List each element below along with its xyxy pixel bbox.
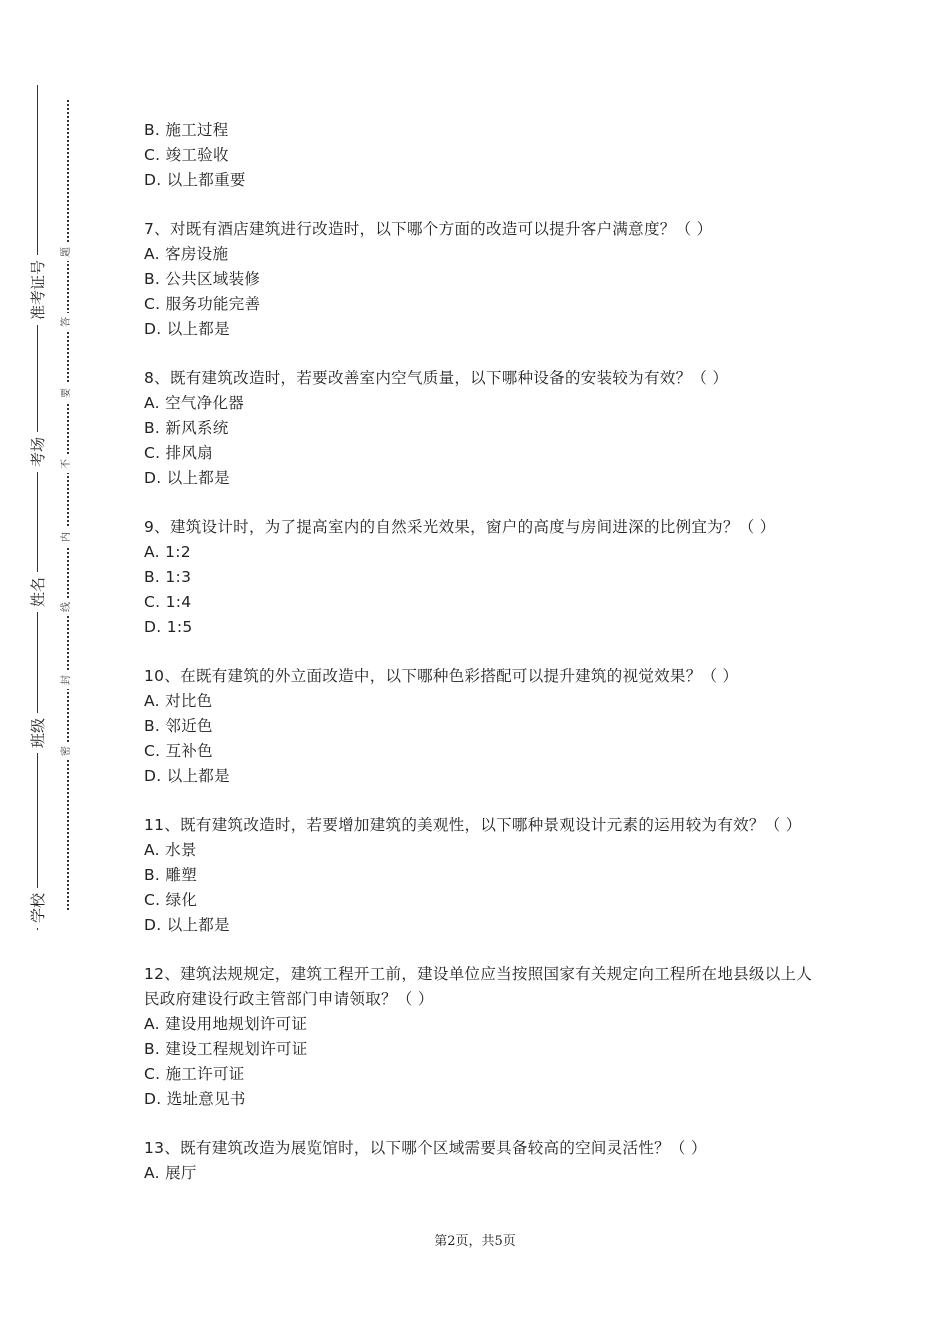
- binding-solid-line: [37, 85, 38, 930]
- option-b: B. 雕塑: [144, 866, 197, 884]
- seal-dotted-line: [67, 100, 69, 910]
- seal-warning-char: 线: [58, 598, 76, 616]
- option-c: C. 排风扇: [144, 444, 213, 462]
- option-a: A. 展厅: [144, 1164, 197, 1182]
- option-a: A. 水景: [144, 841, 197, 859]
- option-c: C. 竣工验收: [144, 146, 229, 164]
- question-text: 8、既有建筑改造时，若要改善室内空气质量，以下哪种设备的安装较为有效？（ ）: [144, 369, 729, 387]
- option-a: A. 1:2: [144, 543, 191, 561]
- exam-room-label: 考场: [18, 432, 58, 472]
- option-d: D. 1:5: [144, 618, 193, 636]
- option-d: D. 以上都是: [144, 469, 230, 487]
- option-b: B. 施工过程: [144, 121, 229, 139]
- question-text: 12、建筑法规规定，建筑工程开工前，建设单位应当按照国家有关规定向工程所在地县级以上人民政府建设行政主管部门申请领取？（ ）: [144, 965, 813, 1008]
- seal-warning-char: 密: [58, 742, 76, 760]
- question-9: [144, 515, 824, 640]
- option-b: B. 1:3: [144, 568, 192, 586]
- option-b: B. 邻近色: [144, 717, 213, 735]
- seal-warning-char: 封: [58, 671, 76, 689]
- seal-warning-char: 题: [58, 243, 76, 261]
- option-c: C. 绿化: [144, 891, 198, 909]
- option-c: C. 施工许可证: [144, 1065, 245, 1083]
- option-a: A. 建设用地规划许可证: [144, 1015, 308, 1033]
- option-c: C. 互补色: [144, 742, 213, 760]
- option-b: B. 公共区域装修: [144, 270, 261, 288]
- question-8: [144, 366, 824, 491]
- option-a: A. 客房设施: [144, 245, 229, 263]
- exam-id-label: 准考证号: [18, 255, 58, 325]
- option-d: D. 选址意见书: [144, 1090, 246, 1108]
- option-d: D. 以上都重要: [144, 171, 246, 189]
- option-d: D. 以上都是: [144, 767, 230, 785]
- question-13: [144, 1136, 824, 1186]
- seal-warning-char: 要: [58, 384, 76, 402]
- question-text: 10、在既有建筑的外立面改造中，以下哪种色彩搭配可以提升建筑的视觉效果？（ ）: [144, 667, 739, 685]
- option-a: A. 对比色: [144, 692, 213, 710]
- option-d: D. 以上都是: [144, 916, 230, 934]
- question-text: 7、对既有酒店建筑进行改造时，以下哪个方面的改造可以提升客户满意度？（ ）: [144, 220, 713, 238]
- question-list: [144, 118, 824, 1210]
- question-text: 13、既有建筑改造为展览馆时，以下哪个区域需要具备较高的空间灵活性？（ ）: [144, 1139, 707, 1157]
- binding-margin: [0, 0, 90, 1344]
- question-10: [144, 664, 824, 789]
- question-11: [144, 813, 824, 938]
- option-a: A. 空气净化器: [144, 394, 245, 412]
- question-7: [144, 217, 824, 342]
- option-c: C. 1:4: [144, 593, 192, 611]
- page-number: 第2页，共5页: [434, 1234, 516, 1249]
- option-c: C. 服务功能完善: [144, 295, 261, 313]
- previous-question-tail: [144, 118, 824, 193]
- question-text: 9、建筑设计时，为了提高室内的自然采光效果，窗户的高度与房间进深的比例宜为？（ ）: [144, 518, 776, 536]
- option-b: B. 新风系统: [144, 419, 229, 437]
- school-label: 学校: [18, 888, 58, 928]
- option-b: B. 建设工程规划许可证: [144, 1040, 308, 1058]
- class-label: 班级: [18, 713, 58, 753]
- seal-warning-char: 答: [58, 313, 76, 331]
- option-d: D. 以上都是: [144, 320, 230, 338]
- question-text: 11、既有建筑改造时，若要增加建筑的美观性，以下哪种景观设计元素的运用较为有效？（ ）: [144, 816, 802, 834]
- seal-warning-char: 不: [58, 455, 76, 473]
- seal-warning-char: 内: [58, 528, 76, 546]
- name-label: 姓名: [18, 572, 58, 612]
- question-12: [144, 962, 824, 1112]
